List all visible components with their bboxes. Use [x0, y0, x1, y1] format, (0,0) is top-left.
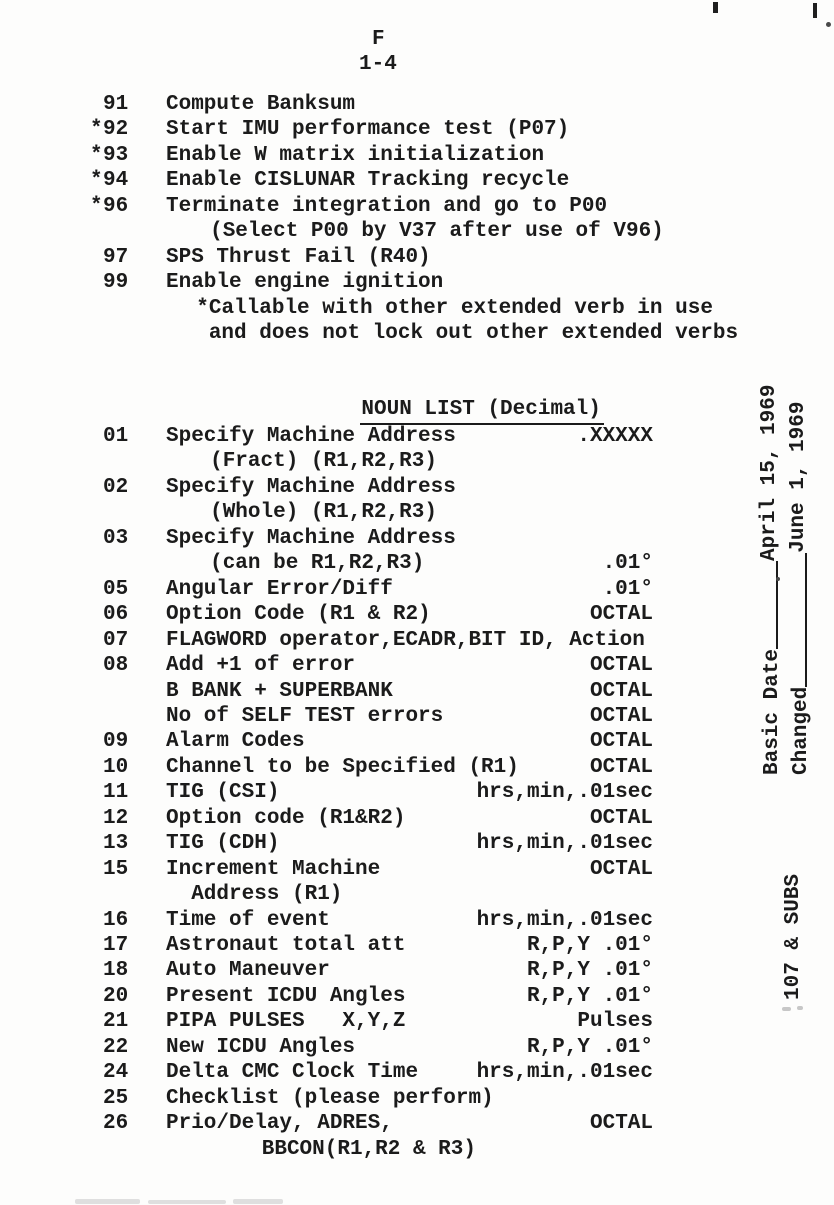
item-text: (Select P00 by V37 after use of V96)	[210, 220, 664, 244]
item-value: OCTAL	[589, 654, 653, 678]
item-number: 96	[103, 194, 129, 218]
item-text: Alarm Codes	[166, 730, 305, 754]
item-number: 07	[103, 628, 129, 652]
noun-row	[0, 908, 834, 934]
item-text: (Fract) (R1,R2,R3)	[210, 450, 437, 474]
spacecraft-id-text: 107 & SUBS	[782, 873, 805, 1000]
cutoff-char-mark	[797, 1006, 803, 1010]
noun-row	[0, 984, 834, 1010]
noun-row	[0, 602, 834, 628]
noun-row	[0, 933, 834, 959]
registration-tick-right	[813, 3, 817, 18]
basic-date-label: Basic Date	[760, 648, 784, 775]
item-text: Enable CISLUNAR Tracking recycle	[166, 169, 570, 193]
item-number: 99	[103, 271, 129, 295]
callable-star-marker: *	[90, 194, 103, 218]
noun-row	[0, 449, 834, 475]
verb-row	[0, 245, 834, 271]
item-value: OCTAL	[589, 603, 653, 627]
item-value: OCTAL	[589, 857, 653, 881]
noun-row	[0, 577, 834, 603]
stray-period-mark	[776, 577, 780, 581]
callable-star-marker: *	[90, 143, 103, 167]
item-value: hrs,min,.01sec	[476, 832, 653, 856]
item-number: 21	[103, 1010, 129, 1034]
noun-row	[0, 704, 834, 730]
item-number: 12	[103, 806, 129, 830]
item-text: Increment Machine	[166, 857, 381, 881]
item-text: Checklist (please perform)	[166, 1086, 494, 1110]
item-text: SPS Thrust Fail (R40)	[166, 245, 431, 269]
verb-row	[0, 296, 834, 322]
item-text: FLAGWORD operator,ECADR,BIT ID, Action	[166, 628, 645, 652]
item-value: R,P,Y .01°	[526, 1035, 653, 1059]
noun-row	[0, 1035, 834, 1061]
item-text: Specify Machine Address	[166, 526, 456, 550]
item-number: 20	[103, 984, 129, 1008]
item-text: *Callable with other extended verb in use	[196, 296, 713, 320]
item-number: 01	[103, 425, 129, 448]
item-text: Astronaut total att	[166, 934, 406, 957]
noun-row	[0, 780, 834, 806]
noun-row	[0, 806, 834, 832]
item-text: Add +1 of error	[166, 654, 356, 678]
noun-row	[0, 475, 834, 501]
item-value: OCTAL	[589, 704, 653, 728]
item-text: B BANK + SUPERBANK	[166, 679, 393, 703]
item-value: .01°	[602, 552, 653, 576]
item-number: 92	[103, 118, 129, 142]
item-text: Enable W matrix initialization	[166, 143, 545, 167]
noun-row	[0, 882, 834, 908]
item-number: 97	[103, 245, 129, 269]
item-number: 93	[103, 143, 129, 167]
item-number: 05	[103, 577, 129, 601]
noun-list-title-text: NOUN LIST (Decimal)	[360, 397, 603, 425]
item-value: hrs,min,.01sec	[476, 781, 653, 805]
item-number: 16	[103, 908, 129, 932]
item-number: 10	[103, 755, 129, 779]
item-number: 08	[103, 654, 129, 678]
noun-row	[0, 628, 834, 654]
verb-row	[0, 321, 834, 347]
callable-star-marker: *	[90, 118, 103, 142]
item-number: 13	[103, 832, 129, 856]
bottom-smudge	[148, 1200, 226, 1204]
verb-row	[0, 194, 834, 220]
item-number: 03	[103, 526, 129, 550]
item-text: Option code (R1&R2)	[166, 806, 406, 830]
noun-row	[0, 1111, 834, 1137]
changed-stamp	[786, 402, 814, 775]
item-value: .XXXXX	[577, 425, 653, 448]
item-text: Auto Maneuver	[166, 959, 330, 983]
spacecraft-id	[781, 874, 806, 1000]
changed-blank-line	[786, 553, 807, 687]
item-text: TIG (CSI)	[166, 781, 280, 805]
item-value: OCTAL	[589, 806, 653, 830]
item-value: Pulses	[577, 1010, 653, 1034]
item-text: TIG (CDH)	[166, 832, 280, 856]
noun-row	[0, 857, 834, 883]
item-text: Start IMU performance test (P07)	[166, 118, 570, 142]
item-number: 26	[103, 1112, 129, 1136]
item-number: 06	[103, 603, 129, 627]
bottom-smudge	[233, 1199, 283, 1204]
item-number: 24	[103, 1061, 129, 1085]
item-value: R,P,Y .01°	[526, 984, 653, 1008]
verb-row	[0, 270, 834, 296]
bottom-smudge	[75, 1199, 140, 1204]
item-text: No of SELF TEST errors	[166, 704, 444, 728]
noun-row	[0, 551, 834, 577]
item-text: New ICDU Angles	[166, 1035, 356, 1059]
item-text: (Whole) (R1,R2,R3)	[210, 501, 437, 525]
verb-row	[0, 92, 834, 118]
item-number: 09	[103, 730, 129, 754]
ink-dot	[826, 22, 831, 27]
noun-row	[0, 1009, 834, 1035]
item-text: Angular Error/Diff	[166, 577, 393, 601]
callable-star-marker: *	[90, 169, 103, 193]
registration-tick-left	[713, 2, 718, 13]
verb-row	[0, 168, 834, 194]
noun-row	[0, 1060, 834, 1086]
changed-value: June 1, 1969	[786, 401, 810, 553]
cutoff-char-mark	[782, 1007, 791, 1011]
noun-row	[0, 679, 834, 705]
item-value: OCTAL	[589, 730, 653, 754]
basic-date-value: April 15, 1969	[757, 384, 781, 561]
item-number: 11	[103, 781, 129, 805]
item-text: BBCON(R1,R2 & R3)	[261, 1137, 476, 1161]
item-text: Address (R1)	[191, 883, 343, 907]
changed-label: Changed	[789, 686, 813, 775]
noun-row	[0, 424, 834, 450]
noun-row	[0, 653, 834, 679]
item-text: PIPA PULSES X,Y,Z	[166, 1010, 406, 1034]
noun-row	[0, 500, 834, 526]
verb-row	[0, 117, 834, 143]
item-text: Compute Banksum	[166, 93, 356, 116]
item-text: Prio/Delay, ADRES,	[166, 1112, 393, 1136]
noun-row	[0, 526, 834, 552]
noun-row	[0, 755, 834, 781]
item-number: 18	[103, 959, 129, 983]
item-text: Present ICDU Angles	[166, 984, 406, 1008]
item-text: Enable engine ignition	[166, 271, 444, 295]
item-text: Time of event	[166, 908, 330, 932]
item-value: R,P,Y .01°	[526, 959, 653, 983]
noun-row	[0, 958, 834, 984]
item-value: R,P,Y .01°	[526, 934, 653, 957]
item-number: 22	[103, 1035, 129, 1059]
basic-date-stamp	[757, 385, 785, 775]
verb-row	[0, 143, 834, 169]
item-text: and does not lock out other extended verbs	[208, 322, 739, 346]
item-text: Option Code (R1 & R2)	[166, 603, 431, 627]
item-text: Terminate integration and go to P00	[166, 194, 608, 218]
item-number: 02	[103, 475, 129, 499]
item-value: OCTAL	[589, 755, 653, 779]
noun-row	[0, 1086, 834, 1112]
item-value: .01°	[602, 577, 653, 601]
item-number: 94	[103, 169, 129, 193]
item-number: 25	[103, 1086, 129, 1110]
item-value: OCTAL	[589, 1112, 653, 1136]
item-value: hrs,min,.01sec	[476, 1061, 653, 1085]
page-number: 1-4	[359, 53, 397, 76]
item-text: Specify Machine Address	[166, 425, 456, 448]
item-number: 91	[103, 93, 129, 116]
item-text: Delta CMC Clock Time	[166, 1061, 419, 1085]
page-form-id: F	[372, 28, 385, 51]
item-number: 15	[103, 857, 129, 881]
item-text: Specify Machine Address	[166, 475, 456, 499]
item-value: OCTAL	[589, 679, 653, 703]
noun-row	[0, 1137, 834, 1163]
item-text: Channel to be Specified (R1)	[166, 755, 519, 779]
basic-date-blank-line	[757, 561, 778, 649]
noun-row	[0, 831, 834, 857]
noun-row	[0, 729, 834, 755]
item-value: hrs,min,.01sec	[476, 908, 653, 932]
verb-row	[0, 219, 834, 245]
item-number: 17	[103, 934, 129, 957]
item-text: (can be R1,R2,R3)	[210, 552, 425, 576]
